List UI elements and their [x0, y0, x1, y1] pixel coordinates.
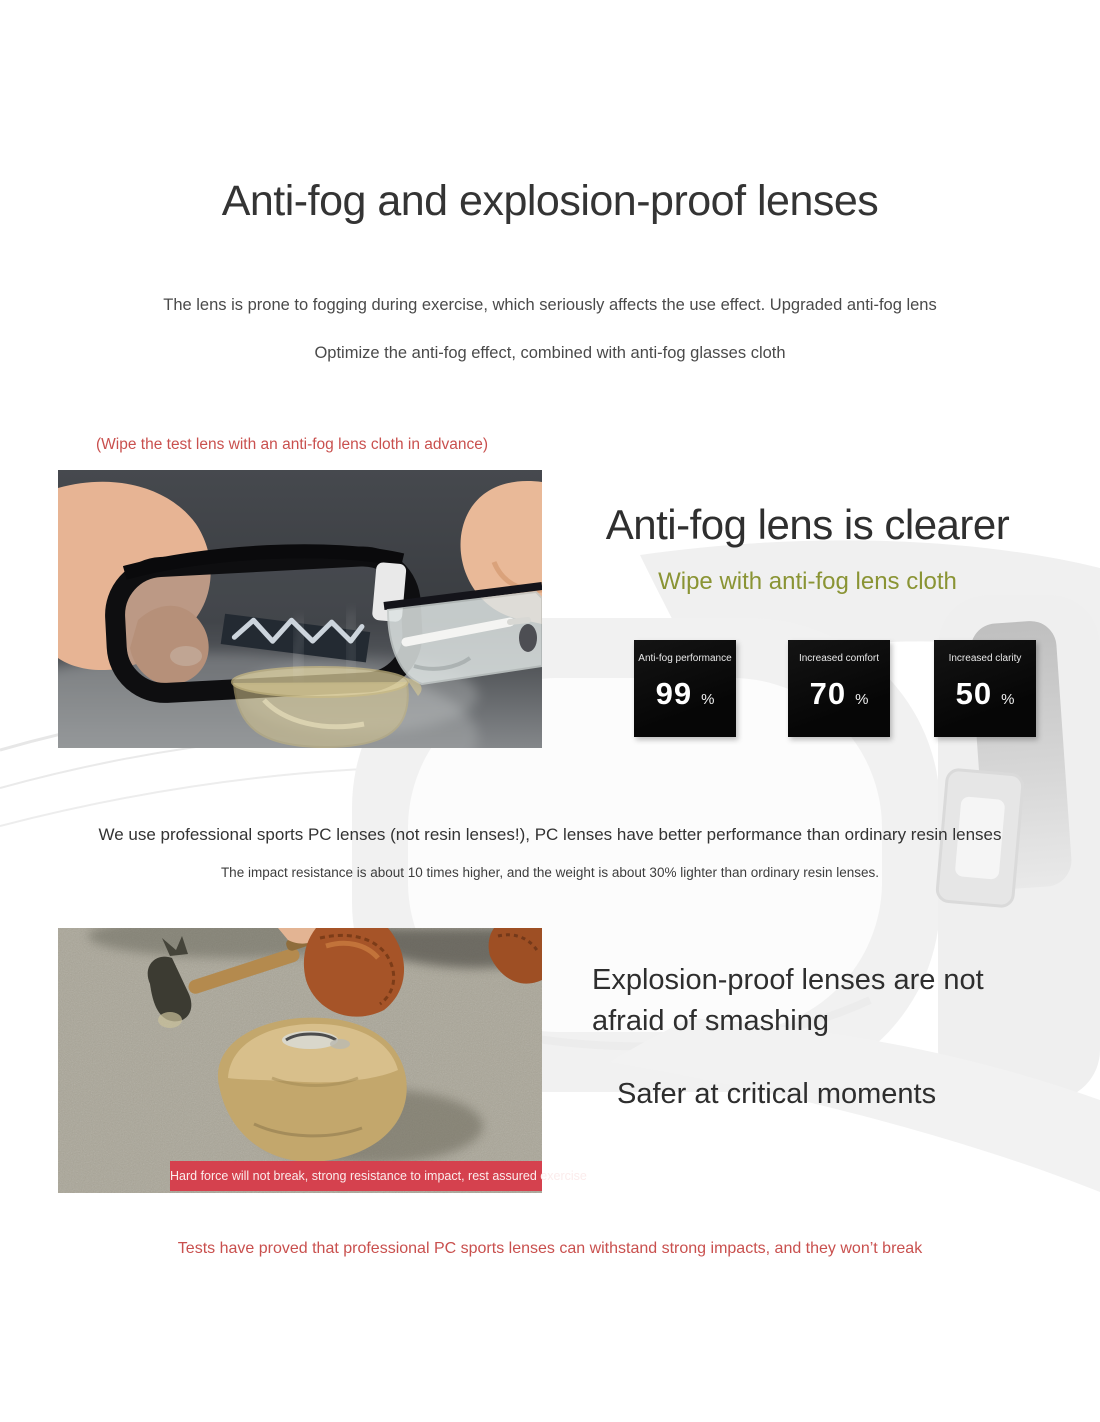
antifog-photo-illustration [58, 470, 542, 748]
footer-note: Tests have proved that professional PC sports lenses can withstand strong impacts, and they won’t break [177, 1240, 923, 1257]
stat-label: Anti-fog performance [638, 653, 732, 664]
explosion-heading [592, 960, 1052, 1042]
stat-value: 99 % [655, 676, 715, 711]
explosion-subheading: Safer at critical moments [617, 1078, 937, 1110]
impact-photo-caption: Hard force will not break, strong resistance to impact, rest assured exercise [170, 1161, 542, 1191]
intro-line-1: The lens is prone to fogging during exercise, which seriously affects the use effect. Upgraded anti-fog lens [163, 295, 937, 314]
impact-photo-illustration [58, 928, 542, 1193]
stat-value: 70 % [809, 676, 869, 711]
stat-value: 50 % [955, 676, 1015, 711]
stat-label: Increased comfort [798, 653, 880, 664]
stat-label: Increased clarity [948, 653, 1022, 664]
page-title: Anti-fog and explosion-proof lenses [221, 176, 879, 225]
antifog-test-photo [58, 470, 542, 748]
intro-line-2: Optimize the anti-fog effect, combined with anti-fog glasses cloth [314, 343, 786, 362]
explosion-heading-line-2: afraid of smashing [592, 1005, 829, 1037]
explosion-heading-line-1: Explosion-proof lenses are not [592, 964, 984, 996]
antifog-note: (Wipe the test lens with an anti-fog lens cloth in advance) [96, 436, 489, 453]
stat-box-antifog-performance [634, 640, 736, 737]
antifog-heading: Anti-fog lens is clearer [605, 500, 1010, 548]
stat-box-increased-clarity [934, 640, 1036, 737]
pc-lens-line-1: We use professional sports PC lenses (not resin lenses!), PC lenses have better performance than ordinary resin lenses [98, 825, 1002, 844]
stat-box-increased-comfort [788, 640, 890, 737]
impact-test-photo [58, 928, 587, 1193]
pc-lens-line-2: The impact resistance is about 10 times higher, and the weight is about 30% lighter than ordinary resin lenses. [220, 864, 880, 880]
antifog-subheading: Wipe with anti-fog lens cloth [658, 568, 957, 595]
